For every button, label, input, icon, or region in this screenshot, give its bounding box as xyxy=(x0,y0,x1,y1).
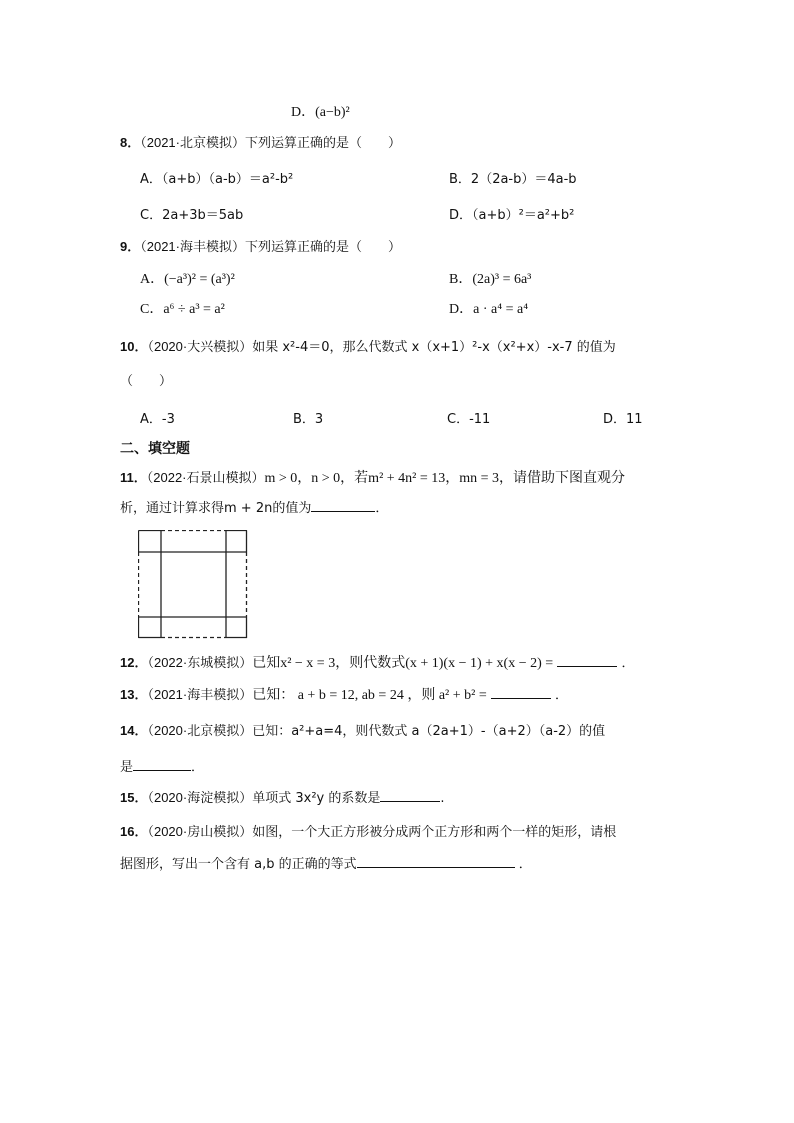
question-text: 已知：a²+a=4，则代数式 a（2a+1）-（a+2）（a-2）的值 xyxy=(252,724,606,739)
question-number: 12． xyxy=(120,655,148,670)
answer-blank[interactable] xyxy=(357,855,515,868)
period: ． xyxy=(191,760,205,775)
question-source: （2022·东城模拟） xyxy=(147,655,253,670)
q12-stem xyxy=(120,654,634,673)
question-source: （2021·北京模拟） xyxy=(140,135,245,150)
question-text: 如果 x²-4＝0，那么代数式 x（x+1）²-x（x²+x）-x-7 的值为 xyxy=(252,340,616,355)
question-source: （2020·大兴模拟） xyxy=(147,339,253,354)
question-text: 据图形，写出一个含有 a,b 的正确的等式 xyxy=(120,857,357,872)
period: ． xyxy=(375,501,389,516)
q9-option-c: C．a⁶ ÷ a³ = a² xyxy=(140,302,225,317)
period: . xyxy=(440,791,445,806)
q10-option-c: C．-11 xyxy=(447,412,491,427)
question-number: 8． xyxy=(120,135,141,150)
question-number: 11． xyxy=(120,470,147,485)
q11-line1 xyxy=(120,469,625,488)
q9-option-b: B．(2a)³ = 6a³ xyxy=(449,272,532,287)
q16-line1 xyxy=(120,823,616,842)
q13-stem xyxy=(120,686,568,705)
section-heading: 二、填空题 xyxy=(120,441,190,457)
q10-stem xyxy=(120,338,616,357)
question-source: （2020·北京模拟） xyxy=(147,723,253,738)
period: ． xyxy=(555,688,569,703)
question-source: （2020·海淀模拟） xyxy=(147,790,253,805)
q16-line2 xyxy=(120,855,532,874)
q9-option-a: A．(−a³)² = (a³)² xyxy=(140,272,235,287)
question-number: 14． xyxy=(120,723,148,738)
question-source: （2022·石景山模拟） xyxy=(146,470,265,485)
q9-option-d: D．a · a⁴ = a⁴ xyxy=(449,302,529,317)
q8-stem xyxy=(120,134,401,153)
q11-figure-squares xyxy=(138,530,248,640)
answer-blank[interactable] xyxy=(311,499,375,512)
question-number: 10． xyxy=(120,339,148,354)
q9-stem xyxy=(120,238,401,257)
question-source: （2020·房山模拟） xyxy=(147,824,253,839)
question-text: 下列运算正确的是（ ） xyxy=(244,240,401,255)
q15-stem xyxy=(120,789,445,808)
question-text: 如图，一个大正方形被分成两个正方形和两个一样的矩形，请根 xyxy=(252,825,617,840)
question-number: 13． xyxy=(120,687,148,702)
question-number: 16． xyxy=(120,824,148,839)
question-text: m > 0，n > 0，若m² + 4n² = 13，mn = 3，请借助下图直观分 xyxy=(264,471,626,486)
q11-line2 xyxy=(120,499,388,518)
q10-answer-paren: （ ） xyxy=(120,374,173,389)
question-number: 9． xyxy=(120,239,141,254)
q10-option-d: D．11 xyxy=(603,412,643,427)
answer-blank[interactable] xyxy=(491,686,551,699)
q8-option-a: A．（a+b）（a-b）＝a²-b² xyxy=(140,172,294,187)
answer-blank[interactable] xyxy=(380,789,440,802)
q14-line2 xyxy=(120,758,204,777)
question-number: 15． xyxy=(120,790,148,805)
q14-line1 xyxy=(120,722,605,741)
q10-option-a: A．-3 xyxy=(140,412,175,427)
q8-option-b: B．2（2a-b）＝4a-b xyxy=(449,172,577,187)
period: ． xyxy=(621,656,635,671)
q10-option-b: B．3 xyxy=(293,412,324,427)
question-text: 析，通过计算求得m + 2n的值为 xyxy=(120,501,312,516)
question-source: （2021·海丰模拟） xyxy=(147,687,253,702)
answer-blank[interactable] xyxy=(557,654,617,667)
question-text: 已知： a + b = 12, ab = 24 ，则 a² + b² = xyxy=(252,688,487,703)
question-text: 已知x² − x = 3，则代数式(x + 1)(x − 1) + x(x − 2) = xyxy=(252,656,554,671)
question-source: （2021·海丰模拟） xyxy=(140,239,245,254)
q7-option-d: D．(a−b)² xyxy=(291,105,350,120)
q8-option-d: D．（a+b）²＝a²+b² xyxy=(449,208,575,223)
question-text: 下列运算正确的是（ ） xyxy=(244,136,401,151)
period: ． xyxy=(518,857,532,872)
question-text: 是 xyxy=(120,760,134,775)
q8-option-c: C．2a+3b＝5ab xyxy=(140,208,244,223)
answer-blank[interactable] xyxy=(133,758,191,771)
question-text: 单项式 3x²y 的系数是 xyxy=(252,791,381,806)
